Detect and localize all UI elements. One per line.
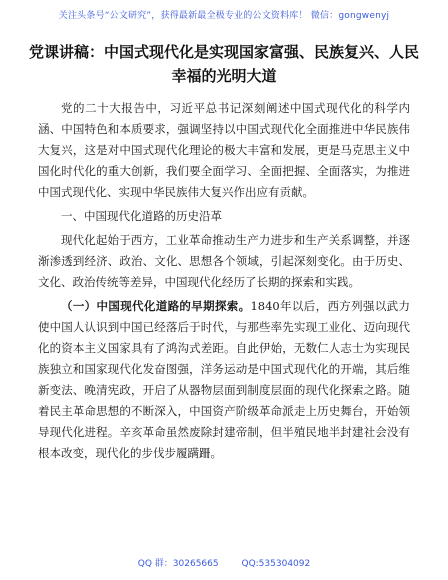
subsection-heading: （一）中国现代化道路的早期探索。 (61, 299, 251, 313)
top-banner: 关注头条号“公文研究”，获得最新最全极专业的公文资料库！ 微信：gongwenyj (58, 11, 390, 21)
footer-qq-group: QQ 群：30265665 (137, 559, 219, 569)
intro-paragraph: 党的二十大报告中，习近平总书记深刻阐述中国式现代化的科学内涵、中国特色和本质要求，强调坚持以中国式现代化全面推进中华民族伟大复兴，这是对中国式现代化理论的极大丰富和发展，更是马克思主义中国化时代化的重大创新，我们要全面学习、全面把握、全面落实，为推进中国式现代化、实现中华民族伟大复兴作出应有贡献。 (38, 101, 410, 199)
section-paragraph: 现代化起始于西方，工业革命推动生产力进步和生产关系调整，并逐渐渗透到经济、政治、文化、思想各个领域，引起深刻变化。由于历史、文化、政治传统等差异，中国现代化经历了长期的探索和实践。 (38, 233, 410, 289)
section-heading: 一、中国现代化道路的历史沿革 (61, 209, 222, 223)
footer (0, 556, 448, 569)
document-title: 党课讲稿：中国式现代化是实现国家富强、民族复兴、人民幸福的光明大道 (28, 43, 419, 85)
document-body (38, 98, 410, 467)
subsection-paragraph (38, 296, 410, 464)
footer-qq: QQ:535304092 (241, 559, 311, 569)
subsection-body: 1840年以后，西方列强以武力使中国人认识到中国已经落后于时代，与那些率先实现工业化、迈向现代化的资本主义国家具有了鸿沟式差距。自此伊始，无数仁人志士为实现民族独立和国家现代化发奋图强，洋务运动是中国式现代化的开端，其后维新变法、晚清宪政，开启了从器物层面到制度层面的现代化探索之路。随着民主革命思想的不断深入，中国资产阶级革命派走上历史舞台，开始领导现代化进程。辛亥革命虽然废除封建帝制，但半殖民地半封建社会没有根本改变，现代化的步伐步履蹒跚。 (38, 299, 411, 460)
